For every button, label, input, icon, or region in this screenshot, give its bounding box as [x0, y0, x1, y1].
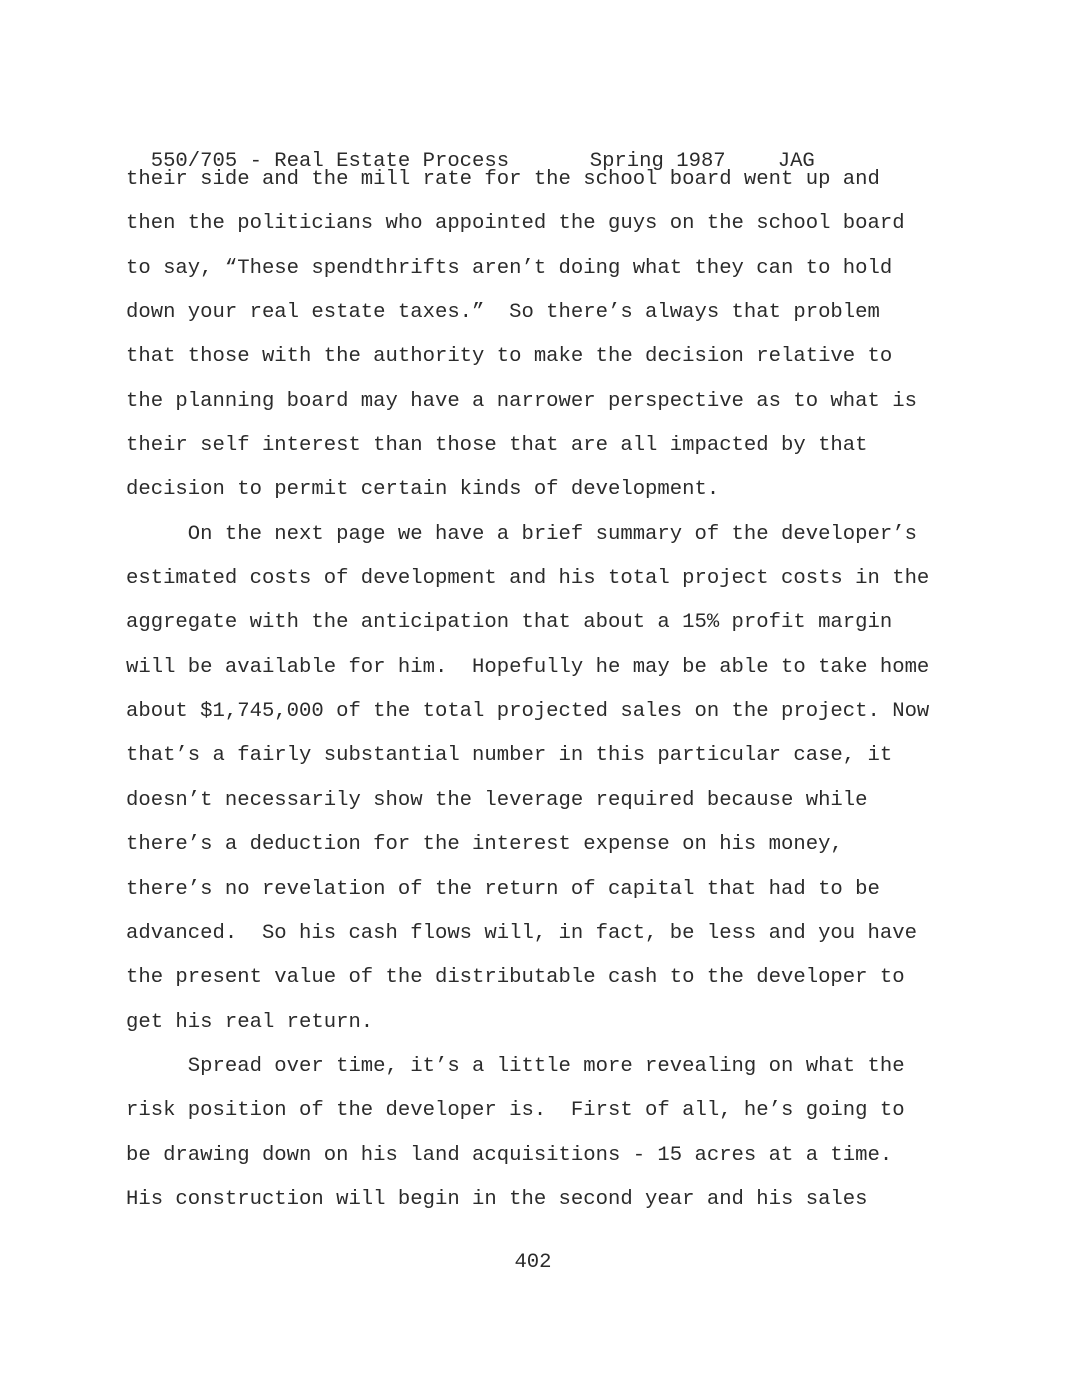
- text-line: aggregate with the anticipation that about a 15% profit margin: [126, 611, 893, 635]
- text-line: that’s a fairly substantial number in this particular case, it: [126, 744, 893, 768]
- text-line: their side and the mill rate for the school board went up and: [126, 168, 880, 191]
- text-line: On the next page we have a brief summary of the developer’s: [126, 522, 917, 546]
- text-line: doesn’t necessarily show the leverage required because while: [126, 788, 868, 812]
- course-title: 550/705 - Real Estate Process: [150, 150, 510, 173]
- text-line: that those with the authority to make the decision relative to: [126, 345, 893, 369]
- text-line: there’s no revelation of the return of capital that had to be: [126, 877, 880, 901]
- text-line: about $1,745,000 of the total projected sales on the project. Now: [126, 700, 930, 724]
- page-number: 402: [514, 1251, 552, 1274]
- text-line: decision to permit certain kinds of development.: [126, 478, 720, 502]
- author-initials: JAG: [777, 150, 815, 173]
- text-line: will be available for him. Hopefully he may be able to take home: [126, 655, 930, 679]
- term-label: Spring 1987: [589, 150, 726, 173]
- document-body: [126, 167, 929, 1231]
- text-line: their self interest than those that are all impacted by that: [126, 434, 868, 458]
- text-line: the present value of the distributable cash to the developer to: [126, 966, 905, 990]
- text-line: advanced. So his cash flows will, in fact, be less and you have: [126, 921, 917, 945]
- text-line: be drawing down on his land acquisitions - 15 acres at a time.: [126, 1143, 893, 1167]
- text-line: down your real estate taxes.” So there’s always that problem: [126, 301, 880, 325]
- text-line: get his real return.: [126, 1010, 374, 1034]
- text-line: risk position of the developer is. First of all, he’s going to: [126, 1099, 905, 1123]
- text-line: estimated costs of development and his total project costs in the: [126, 567, 930, 591]
- text-line: to say, “These spendthrifts aren’t doing what they can to hold: [126, 256, 893, 280]
- text-line: there’s a deduction for the interest expense on his money,: [126, 833, 843, 857]
- text-line: then the politicians who appointed the guys on the school board: [126, 212, 905, 236]
- text-line: Spread over time, it’s a little more revealing on what the: [126, 1054, 905, 1078]
- text-line: His construction will begin in the second year and his sales: [126, 1187, 868, 1211]
- text-line: the planning board may have a narrower perspective as to what is: [126, 389, 917, 413]
